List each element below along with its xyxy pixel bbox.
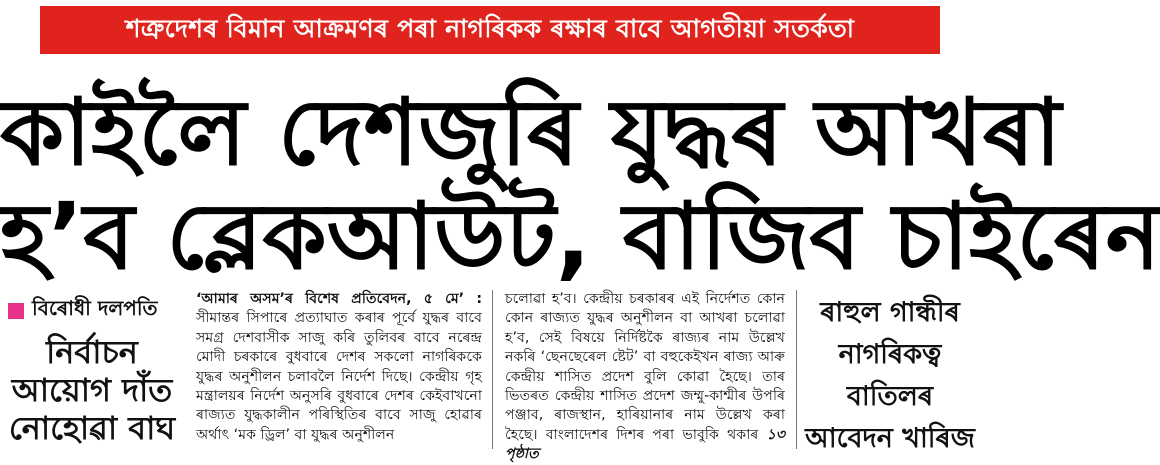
- continued-page-ref[interactable]: ১৩ পৃষ্ঠাত: [505, 426, 785, 463]
- right-headline-line: বাতিলৰ: [846, 381, 934, 412]
- left-headline-line: আয়োগ দাঁত: [11, 371, 173, 409]
- story-text-column-1: সীমান্তৰ সিপাৰে প্ৰত্যাঘাত কৰাৰ পূৰ্বে যুদ্ধৰ বাবে সমগ্ৰ দেশবাসীক সাজু কৰি তুলিবৰ বাবে নৰেন্দ্ৰ মোদী চৰকাৰে বুধবাৰে দেশৰ সকলো নাগৰিককে যুদ্ধৰ অনুশীলন চলাবলৈ নিৰ্দেশ দিছে। কেন্দ্ৰীয় গৃহ মন্ত্ৰালয়ৰ নিৰ্দেশ অনুসৰি বুধবাৰে দেশৰ কেইবাখনো ৰাজ্যত যুদ্ধকালীন পৰিস্থিতিৰ বাবে সাজু হোৱাৰ অৰ্থাৎ ‘মক ড্ৰিল’ বা যুদ্ধৰ অনুশীলন: [196, 310, 482, 443]
- headline-line-1: কাইলৈ দেশজুৰি যুদ্ধৰ আখৰা: [0, 79, 1062, 186]
- right-story[interactable]: [800, 292, 980, 460]
- left-story-kicker: [8, 294, 176, 327]
- column-divider: [796, 290, 797, 449]
- column-divider: [492, 290, 493, 449]
- left-story-headline: [8, 333, 176, 447]
- headline-line-2: হ’ব ব্লেকআউট, বাজিব চাইৰেন: [0, 183, 1160, 290]
- story-dateline: ‘আমাৰ অসম’ৰ বিশেষ প্ৰতিবেদন, ৫ মে’ :: [196, 291, 482, 307]
- right-headline-line: নাগৰিকত্ব: [838, 339, 942, 370]
- right-headline-line: ৰাহুল গান্ধীৰ: [820, 297, 960, 328]
- top-banner: [40, 6, 940, 54]
- left-headline-line: নোহোৱা বাঘ: [8, 409, 176, 447]
- story-text-column-2: চলোৱা হ’ব। কেন্দ্ৰীয় চৰকাৰৰ এই নিৰ্দেশত কোন কোন ৰাজ্যত যুদ্ধৰ অনুশীলন বা আখৰা চলোৱা হ’ব, সেই বিষয়ে নিৰ্দিষ্টকৈ ৰাজ্যৰ নাম উল্লেখ নকৰি ‘ছেনছেৰেল ষ্টেট’ বা বহুকেইখন ৰাজ্য আৰু কেন্দ্ৰীয় শাসিত প্ৰদেশ বুলি কোৱা হৈছে। তাৰ ভিতৰত কেন্দ্ৰীয় শাসিত প্ৰদেশ জম্মু-কাশ্মীৰ উপৰি পঞ্জাব, ৰাজস্থান, হাৰিয়ানাৰ নাম উল্লেখ কৰা হৈছে। বাংলাদেশৰ দিশৰ পৰা ভাবুকি থকাৰ: [505, 291, 785, 443]
- left-story[interactable]: [8, 294, 176, 449]
- banner-text: শত্ৰুদেশৰ বিমান আক্ৰমণৰ পৰা নাগৰিকক ৰক্ষাৰ বাবে আগতীয়া সতৰ্কতা: [125, 13, 855, 43]
- main-story-column-1: [196, 290, 482, 449]
- pink-square-icon: [8, 303, 24, 319]
- kicker-text: বিৰোধী দলপতি: [32, 296, 158, 320]
- main-story-column-2: [505, 290, 785, 463]
- right-headline-line: আবেদন খাৰিজ: [805, 423, 975, 454]
- left-headline-line: নিৰ্বাচন: [46, 333, 138, 371]
